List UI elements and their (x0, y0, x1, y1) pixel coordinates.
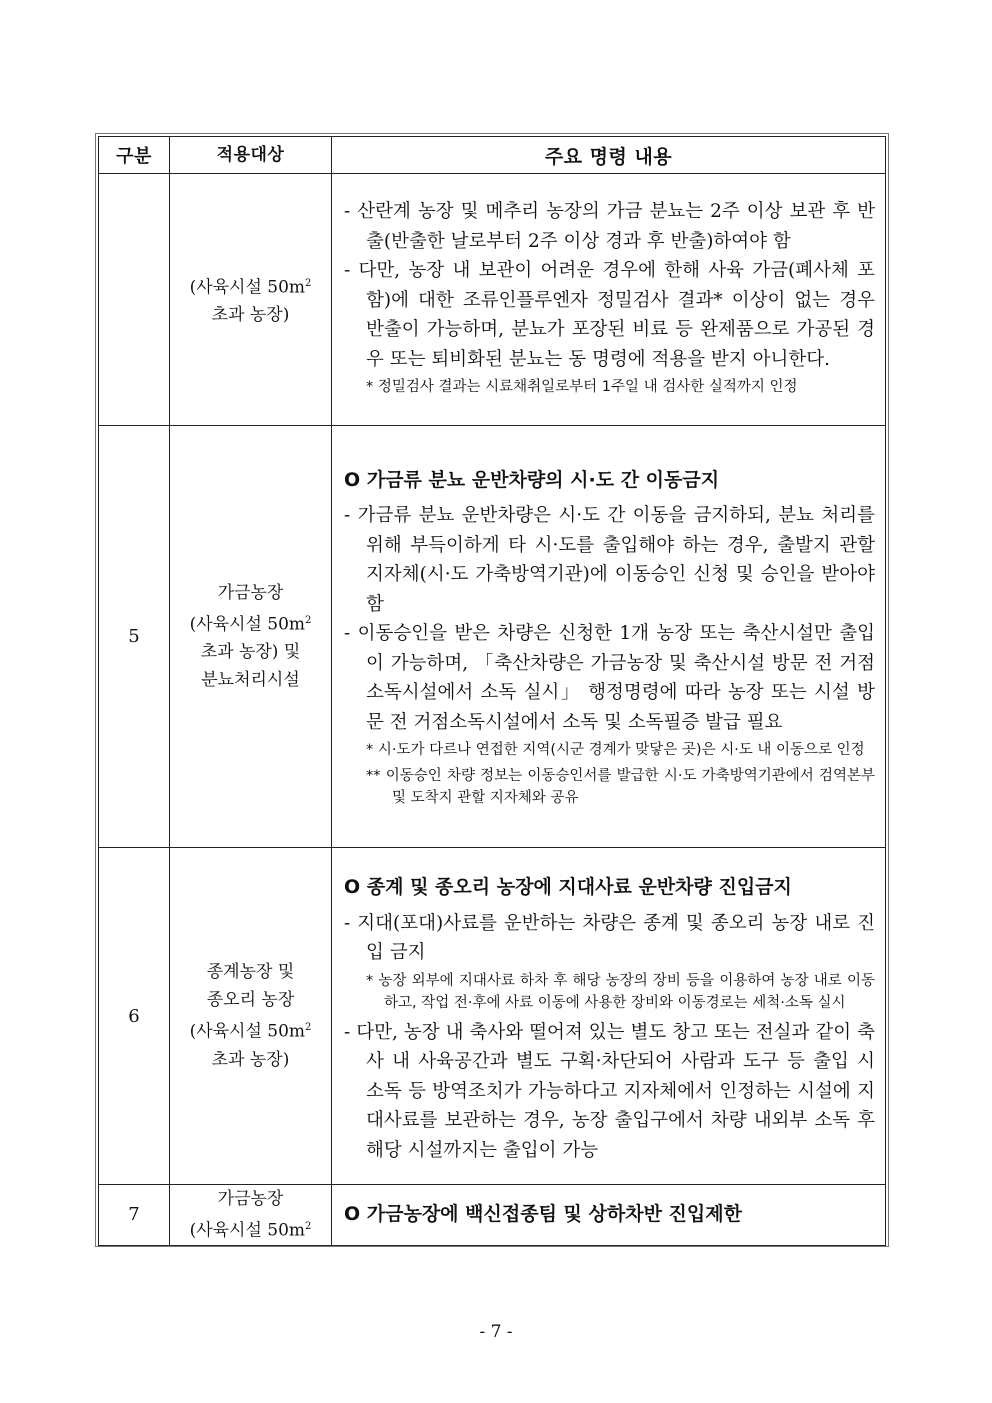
table-row (99, 848, 886, 1185)
row-target (170, 426, 332, 848)
footnote: * 정밀검사 결과는 시료채취일로부터 1주일 내 검사한 실적까지 인정 (366, 379, 798, 395)
command-item: - 다만, 농장 내 보관이 어려운 경우에 한해 사육 가금(폐사체 포함)에 대한 조류인플루엔자 정밀검사 결과* 이상이 없는 경우 반출이 가능하며, 분뇨가 포장된 비료 등 완제품으로 가공된 경우 또는 퇴비화된 분뇨는 동 명령에 적용을 받지 아니한다. (344, 260, 875, 370)
header-target: 적용대상 (170, 137, 332, 174)
row-target (170, 174, 332, 426)
superscript-exponent: 2 (305, 1022, 312, 1034)
table-row (99, 426, 886, 848)
page-number: - 7 - (479, 1322, 513, 1342)
target-line: 초과 농장) (211, 305, 290, 326)
target-line: 초과 농장) (211, 1049, 290, 1070)
target-line: (사육시설 50m (189, 1220, 306, 1241)
command-heading: O 종계 및 종오리 농장에 지대사료 운반차량 진입금지 (344, 876, 792, 898)
command-table-wrapper (95, 133, 889, 1247)
target-line: (사육시설 50m (189, 1021, 306, 1042)
superscript-exponent: 2 (305, 277, 312, 289)
target-line: 가금농장 (217, 1189, 284, 1209)
command-item: - 이동승인을 받은 차량은 신청한 1개 농장 또는 축산시설만 출입이 가능하며, 「축산차량은 가금농장 및 축산시설 방문 전 거점소독시설에서 소독 실시」 행정명령에 따라 농장 또는 시설 방문 전 거점소독시설에서 소독 및 소독필증 발급 필요 (344, 623, 875, 733)
command-item: - 가금류 분뇨 운반차량은 시·도 간 이동을 금지하되, 분뇨 처리를 위해 부득이하게 타 시·도를 출입해야 하는 경우, 출발지 관할 지자체(시·도 가축방역기관)에 이동승인 신청 및 승인을 받아야 함 (344, 505, 875, 615)
row-target (170, 1185, 332, 1246)
table-row (99, 1185, 886, 1246)
table-header-row (99, 137, 886, 174)
target-line: (사육시설 50m (189, 277, 306, 298)
header-category: 구분 (99, 137, 170, 174)
row-content (332, 1185, 886, 1246)
target-line: (사육시설 50m (189, 614, 306, 635)
command-item: - 다만, 농장 내 축사와 떨어져 있는 별도 창고 또는 전실과 같이 축사 내 사육공간과 별도 구획·차단되어 사람과 도구 등 출입 시 소독 등 방역조치가 가능하다고 지자체에서 인정하는 시설에 지대사료를 보관하는 경우, 농장 출입구에서 차량 내외부 소독 후 해당 시설까지는 출입이 가능 (344, 1021, 875, 1161)
footnote: ** 이동승인 차량 정보는 이동승인서를 발급한 시·도 가축방역기관에서 검역본부 및 도착지 관할 지자체와 공유 (366, 768, 875, 807)
target-line: 초과 농장) 및 (200, 642, 301, 663)
row-content (332, 426, 886, 848)
target-line: 분뇨처리시설 (201, 670, 300, 691)
footnote: * 농장 외부에 지대사료 하차 후 해당 농장의 장비 등을 이용하여 농장 내로 이동하고, 작업 전·후에 사료 이동에 사용한 장비와 이동경로는 세척·소독 실시 (366, 972, 875, 1011)
row-number: 5 (99, 426, 170, 848)
superscript-exponent: 2 (305, 1221, 312, 1232)
target-line: 종오리 농장 (206, 990, 295, 1011)
command-heading: O 가금류 분뇨 운반차량의 시·도 간 이동금지 (344, 468, 720, 491)
row-content (332, 174, 886, 426)
row-number: 6 (99, 848, 170, 1185)
command-heading: O 가금농장에 백신접종팀 및 상하차반 진입제한 (344, 1203, 742, 1226)
command-item: - 지대(포대)사료를 운반하는 차량은 종계 및 종오리 농장 내로 진입 금지 (344, 912, 875, 963)
superscript-exponent: 2 (305, 614, 312, 626)
target-line: 종계농장 및 (206, 962, 295, 983)
command-item: - 산란계 농장 및 메추리 농장의 가금 분뇨는 2주 이상 보관 후 반출(반출한 날로부터 2주 이상 경과 후 반출)하여야 함 (344, 201, 875, 252)
header-content: 주요 명령 내용 (332, 137, 886, 174)
footnote: * 시·도가 다르나 연접한 지역(시군 경계가 맞닿은 곳)은 시·도 내 이동으로 인정 (366, 742, 865, 759)
row-number: 7 (99, 1185, 170, 1246)
row-content (332, 848, 886, 1185)
target-line: 가금농장 (217, 582, 284, 603)
row-number (99, 174, 170, 426)
row-target (170, 848, 332, 1185)
command-table (98, 136, 886, 1246)
table-row (99, 174, 886, 426)
